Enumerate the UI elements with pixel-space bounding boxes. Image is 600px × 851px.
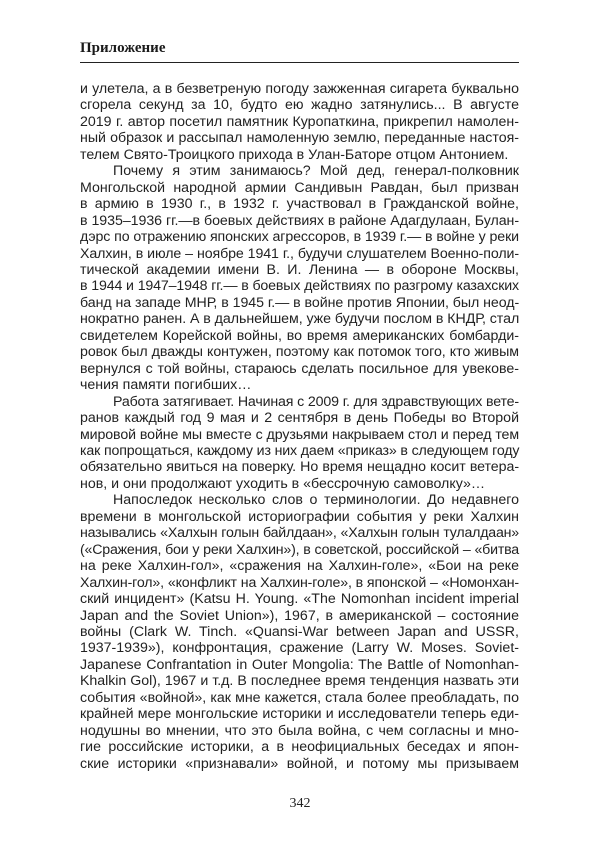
text-line: сгорела секунд за 10, будто ею жадно затянулись... В августе [80,97,519,114]
page-number: 342 [289,796,311,811]
text-line: Japan and the Soviet Union»), 1967, в американской – состояние [80,607,519,624]
text-line: как попрощаться, каждому из них даем «приказ» в следующем году [80,442,520,459]
text-line: 2019 г. автор посетил памятник Куропаткина, прикрепил намолен- [80,113,519,130]
header-rule [80,62,519,63]
text-line: нократно ранен. А в дальнейшем, уже будучи послом в КНДР, стал [80,311,520,328]
text-line: Почему я этим занимаюсь? Мой дед, генерал-полковник [113,163,519,180]
text-line: нов, и они продолжают уходить в «бессрочную самоволку»… [80,475,486,492]
text-line: Халхин, в июле – ноябре 1941 г., будучи слушателем Военно-поли- [80,245,519,262]
text-line: ский инцидент» (Katsu H. Young. «The Nomonhan incident imperial [80,591,519,608]
text-line: свидетелем Корейской войны, во время американских бомбарди- [80,327,519,344]
text-line: гие российские историки, а в неофициальных беседах и япон- [80,739,519,756]
text-line: события «войной», как мне кажется, стала более преобладать, по [80,689,519,706]
text-line: войны (Clark W. Tinch. «Quansi-War between Japan and USSR, [80,623,519,640]
text-line: телем Свято-Троицкого прихода в Улан-Баторе отцом Антонием. [80,146,509,163]
text-line: на реке Халхин-гол», «сражения на Халхин-голе», «Бои на реке [80,558,519,575]
text-line: банд на западе МНР, в 1945 г.— в войне против Японии, был неод- [80,294,520,311]
text-line: Халхин-гол», «конфликт на Халхин-голе», в японской – «Номонхан- [80,574,519,591]
paragraph [80,163,519,393]
text-line: Монгольской народной армии Сандивын Равдан, был призван [80,179,519,196]
text-line: в армию в 1930 г., в 1932 г. участвовал в Гражданской войне, [80,196,519,213]
text-line: вернулся с той войны, стараюсь сделать посильное для увекове- [80,360,519,377]
text-line: чения памяти погибших… [80,377,252,394]
text-line: нодушны во мнении, что это была война, с чем согласны и мно- [80,722,519,739]
text-line: Khalkin Gol), 1967 и т.д. В последнее время тенденция назвать эти [80,673,519,690]
text-line: крайней мере монгольские историки и исследователи теперь еди- [80,706,519,723]
text-line: 1937-1939»), конфронтация, сражение (Larry W. Moses. Soviet- [80,640,519,657]
text-line: ровок был дважды контужен, поэтому как потомок того, кто живым [80,344,519,361]
text-line: обязательно явиться на поверку. Но время нещадно косит ветера- [80,459,519,476]
text-line: мировой войне мы вместе с друзьями накрываем стол и перед тем [80,426,519,443]
text-line: Japanese Confrantation in Outer Mongolia: The Battle of Nomonhan- [80,656,519,673]
paragraph [80,492,519,772]
text-line: Работа затягивает. Начиная с 2009 г. для здравствующих вете- [113,393,519,410]
text-line: тической академии имени В. И. Ленина — в обороне Москвы, [80,261,519,278]
text-line: («Сражения, бои у реки Халхин»), в советской, российской – «битва [80,541,519,558]
text-line: и улетела, а в безветреную погоду зажженная сигарета буквально [80,81,519,97]
text-line: назывались «Халхын голын байлдаан», «Халхын голын тулалдаан» [80,525,519,542]
text-line: в 1935–1936 гг.—в боевых действиях в районе Адагдулаан, Булан- [80,212,519,229]
text-line: Напоследок несколько слов о терминологии. До недавнего [113,492,519,509]
text-line: в 1944 и 1947–1948 гг.— в боевых действиях по разгрому казахских [80,278,519,295]
text-line: ранов каждый год 9 мая и 2 сентября в день Победы во Второй [80,410,519,427]
text-line: ный образок и рассыпал намоленную землю, переданные настоя- [80,130,519,147]
text-line: времени в монгольской историографии события у реки Халхин [80,508,519,525]
running-header: Приложение [80,40,166,56]
text-line: ские историки «признавали» войной, и потому мы призываем [80,755,519,772]
text-line: дэрс по отражению японских агрессоров, в 1939 г.— в войне у реки [80,229,519,246]
body-text [80,81,519,772]
paragraph [80,81,519,163]
paragraph [80,394,519,493]
